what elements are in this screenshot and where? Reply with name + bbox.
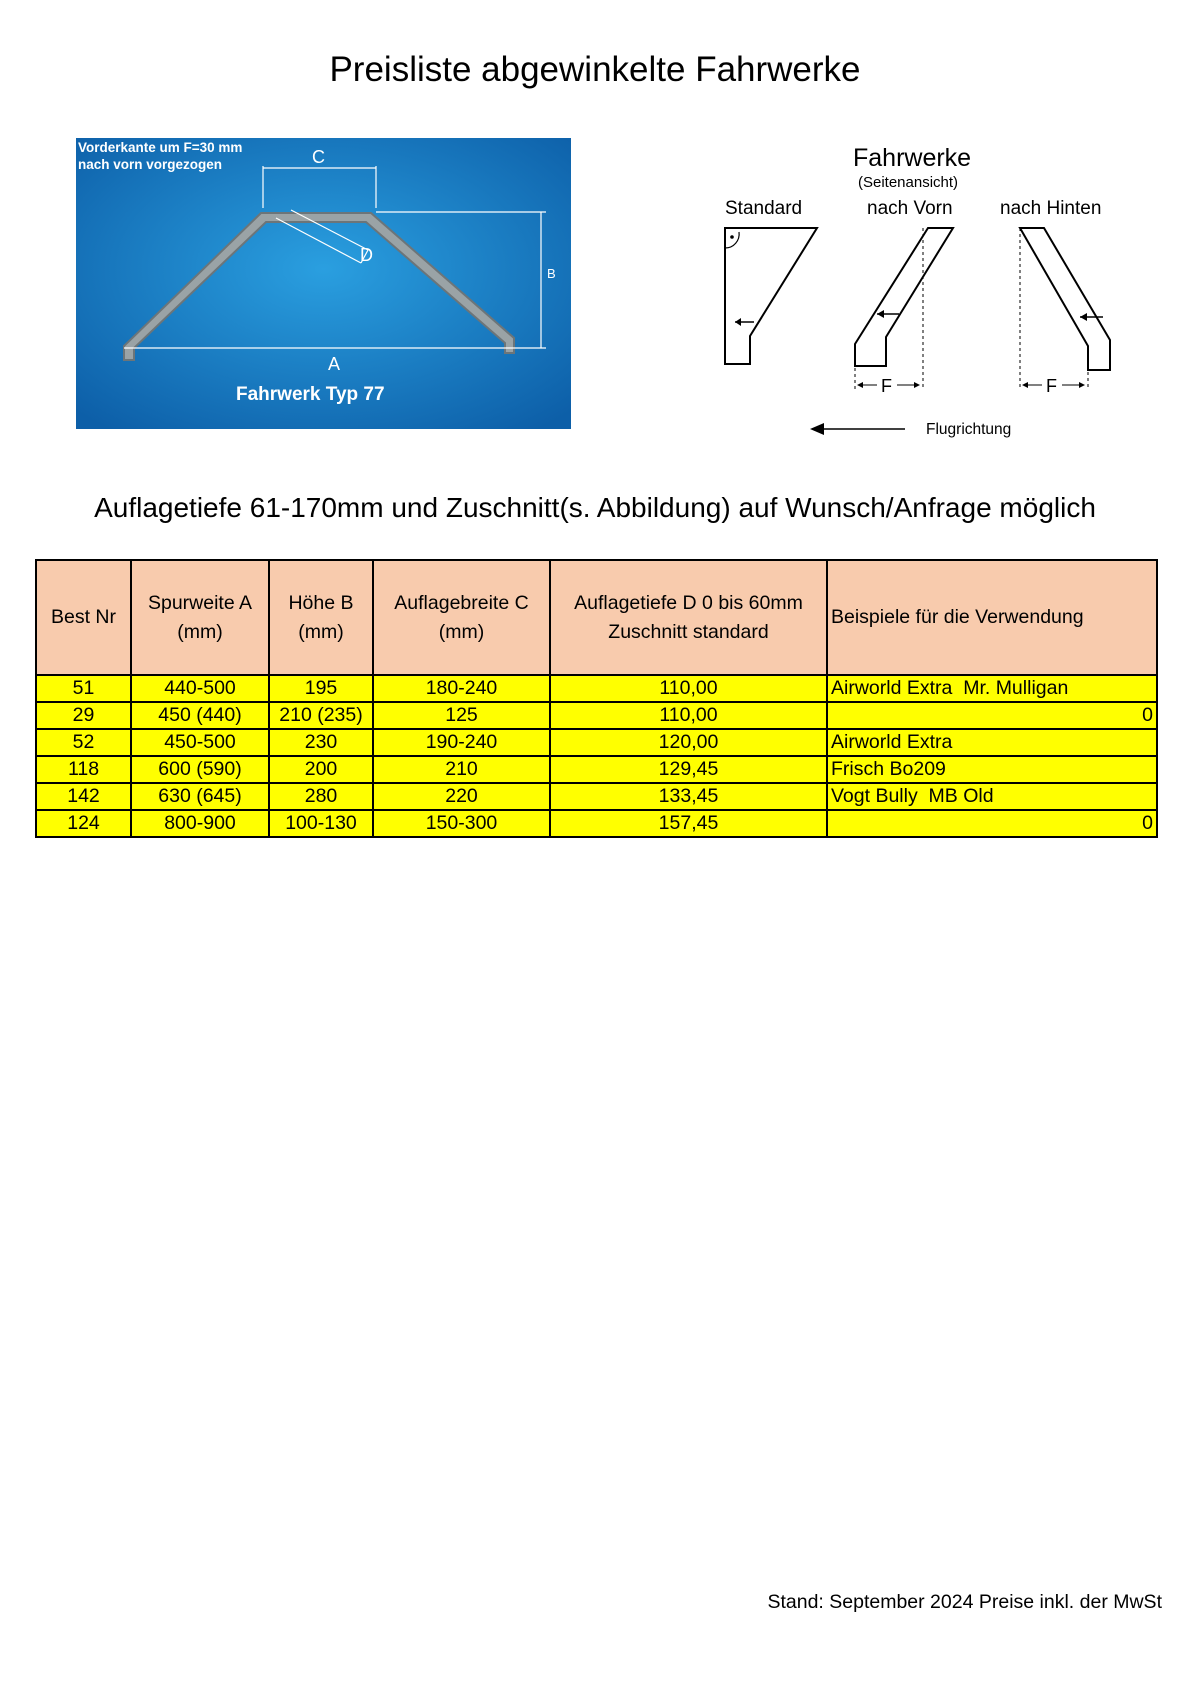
page-subtitle: Auflagetiefe 61-170mm und Zuschnitt(s. Abbildung) auf Wunsch/Anfrage möglich bbox=[94, 492, 1096, 523]
cell-hoehe: 100-130 bbox=[269, 810, 373, 837]
photo-note-line2: nach vorn vorgezogen bbox=[78, 157, 223, 172]
cell-best-nr: 124 bbox=[36, 810, 131, 837]
cell-spurweite: 630 (645) bbox=[131, 783, 269, 810]
label-f-backward: F bbox=[1046, 376, 1057, 396]
table-row bbox=[36, 756, 1157, 783]
col-standard-label: Standard bbox=[725, 198, 803, 219]
cell-spurweite: 440-500 bbox=[131, 675, 269, 702]
table-row bbox=[36, 729, 1157, 756]
cell-auflagebreite: 190-240 bbox=[373, 729, 550, 756]
cell-verwendung: Frisch Bo209 bbox=[827, 756, 1157, 783]
cell-auflagebreite: 125 bbox=[373, 702, 550, 729]
cell-preis: 133,45 bbox=[550, 783, 827, 810]
cell-best-nr: 142 bbox=[36, 783, 131, 810]
flight-direction-label: Flugrichtung bbox=[926, 421, 1012, 438]
header-spurweite: Spurweite A (mm) bbox=[131, 560, 269, 675]
cell-preis: 110,00 bbox=[550, 675, 827, 702]
side-view-diagram bbox=[710, 132, 1150, 442]
cell-spurweite: 450-500 bbox=[131, 729, 269, 756]
header-best-nr: Best Nr bbox=[36, 560, 131, 675]
col-hinten-label: nach Hinten bbox=[1000, 198, 1102, 219]
footer-note: Stand: September 2024 Preise inkl. der MwSt bbox=[767, 1591, 1162, 1613]
cell-hoehe: 195 bbox=[269, 675, 373, 702]
cell-auflagebreite: 180-240 bbox=[373, 675, 550, 702]
label-c: C bbox=[312, 147, 325, 167]
table-row bbox=[36, 702, 1157, 729]
cell-verwendung: Airworld Extra Mr. Mulligan bbox=[827, 675, 1157, 702]
cell-best-nr: 118 bbox=[36, 756, 131, 783]
backward-gear-shape bbox=[1020, 228, 1110, 396]
cell-hoehe: 200 bbox=[269, 756, 373, 783]
table-row bbox=[36, 675, 1157, 702]
cell-spurweite: 600 (590) bbox=[131, 756, 269, 783]
cell-auflagebreite: 150-300 bbox=[373, 810, 550, 837]
cell-hoehe: 280 bbox=[269, 783, 373, 810]
cell-verwendung: 0 bbox=[827, 702, 1157, 729]
cell-best-nr: 51 bbox=[36, 675, 131, 702]
photo-note-line1: Vorderkante um F=30 mm bbox=[78, 140, 243, 155]
landing-gear-photo bbox=[76, 138, 571, 429]
price-table bbox=[35, 559, 1158, 838]
cell-spurweite: 450 (440) bbox=[131, 702, 269, 729]
flight-direction-arrow bbox=[810, 423, 905, 435]
header-verwendung: Beispiele für die Verwendung bbox=[827, 560, 1157, 675]
cell-auflagebreite: 220 bbox=[373, 783, 550, 810]
cell-verwendung: Vogt Bully MB Old bbox=[827, 783, 1157, 810]
label-a: A bbox=[328, 354, 341, 374]
cell-verwendung: 0 bbox=[827, 810, 1157, 837]
label-f-forward: F bbox=[881, 376, 892, 396]
col-vorn-label: nach Vorn bbox=[867, 198, 953, 219]
table-header-row bbox=[36, 560, 1157, 675]
standard-gear-shape bbox=[725, 228, 817, 364]
header-auflagebreite: Auflagebreite C (mm) bbox=[373, 560, 550, 675]
cell-best-nr: 29 bbox=[36, 702, 131, 729]
cell-best-nr: 52 bbox=[36, 729, 131, 756]
cell-preis: 157,45 bbox=[550, 810, 827, 837]
cell-auflagebreite: 210 bbox=[373, 756, 550, 783]
label-d: D bbox=[360, 245, 373, 265]
cell-verwendung: Airworld Extra bbox=[827, 729, 1157, 756]
table-row bbox=[36, 810, 1157, 837]
header-auflagetiefe: Auflagetiefe D 0 bis 60mm Zuschnitt standard bbox=[550, 560, 827, 675]
cell-hoehe: 230 bbox=[269, 729, 373, 756]
photo-caption: Fahrwerk Typ 77 bbox=[236, 384, 385, 405]
cell-preis: 129,45 bbox=[550, 756, 827, 783]
forward-gear-shape bbox=[855, 228, 953, 396]
page-title: Preisliste abgewinkelte Fahrwerke bbox=[329, 50, 861, 89]
cell-preis: 110,00 bbox=[550, 702, 827, 729]
table-row bbox=[36, 783, 1157, 810]
cell-hoehe: 210 (235) bbox=[269, 702, 373, 729]
side-view-title: Fahrwerke bbox=[853, 144, 972, 172]
header-hoehe: Höhe B (mm) bbox=[269, 560, 373, 675]
cell-spurweite: 800-900 bbox=[131, 810, 269, 837]
side-view-subtitle: (Seitenansicht) bbox=[858, 174, 959, 191]
cell-preis: 120,00 bbox=[550, 729, 827, 756]
label-b: B bbox=[547, 266, 556, 281]
